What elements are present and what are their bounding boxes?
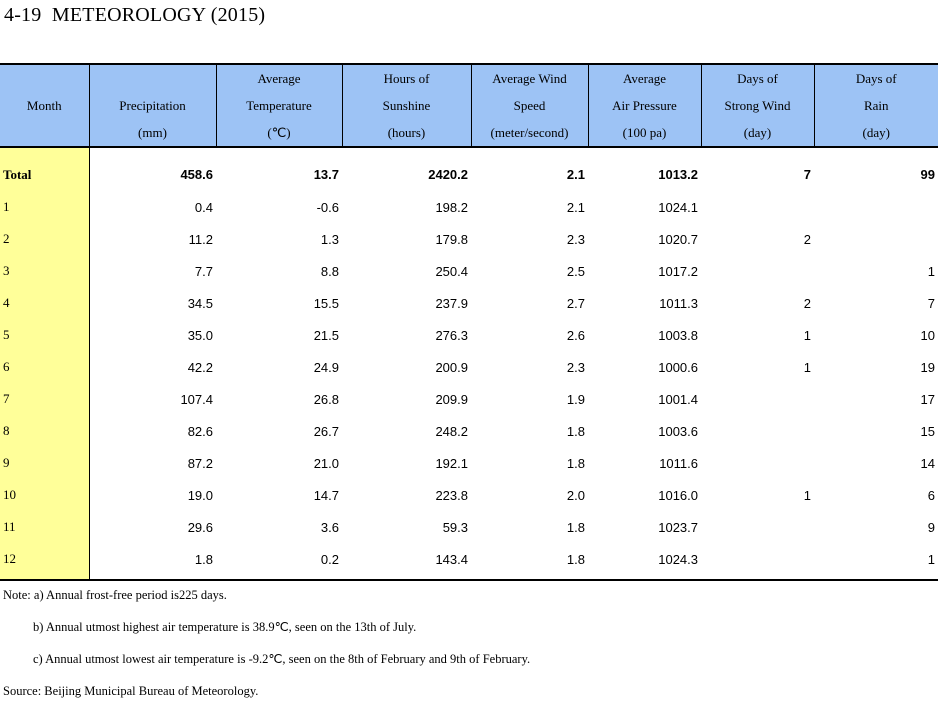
- cell-average-temperature: 24.9: [313, 359, 339, 375]
- cell-days-of-strong-wind: [701, 383, 814, 415]
- cell-average-air-pressure: 1003.6: [658, 423, 698, 439]
- table-row: [0, 223, 938, 255]
- table-row: [0, 287, 938, 319]
- cell-average-temperature: 8.8: [320, 263, 339, 279]
- cell-average-temperature: 14.7: [313, 487, 339, 503]
- cell-days-of-strong-wind: 2: [803, 231, 811, 247]
- cell-average-temperature: 3.6: [320, 519, 339, 535]
- header-row: [0, 64, 938, 147]
- header-line: (℃): [267, 125, 291, 140]
- cell-precipitation: 42.2: [187, 359, 213, 375]
- cell-average-wind-speed: 2.1: [566, 199, 585, 215]
- header-line: Speed: [513, 98, 546, 113]
- header-line: (day): [743, 125, 772, 140]
- cell-precipitation: 34.5: [187, 295, 213, 311]
- cell-hours-of-sunshine: 179.8: [435, 231, 468, 247]
- cell-hours-of-sunshine: 237.9: [435, 295, 468, 311]
- header-line: Average: [257, 71, 301, 86]
- cell-average-wind-speed: 1.9: [566, 391, 585, 407]
- cell-hours-of-sunshine: 59.3: [442, 519, 468, 535]
- header-line: (day): [862, 125, 890, 140]
- cell-average-air-pressure: 1023.7: [658, 519, 698, 535]
- cell-average-air-pressure: 1011.3: [659, 295, 698, 311]
- cell-days-of-strong-wind: [701, 511, 814, 543]
- note-a: Note: a) Annual frost-free period is225 days.: [3, 588, 227, 602]
- header-days-of-strong-wind: [701, 64, 814, 147]
- table-row: [0, 479, 938, 511]
- cell-precipitation: 7.7: [194, 263, 213, 279]
- month-cell: 9: [0, 447, 89, 479]
- cell-days-of-strong-wind: [701, 447, 814, 479]
- cell-precipitation: 1.8: [89, 543, 216, 580]
- cell-days-of-rain: 15: [920, 423, 935, 439]
- cell-average-air-pressure: 1020.7: [658, 231, 698, 247]
- cell-average-temperature: 26.7: [313, 423, 339, 439]
- header-line: Month: [26, 98, 62, 113]
- cell-average-air-pressure: 1001.4: [658, 391, 698, 407]
- cell-days-of-strong-wind: [701, 255, 814, 287]
- month-cell: 6: [0, 351, 89, 383]
- table-row: [0, 447, 938, 479]
- table-row: [0, 351, 938, 383]
- header-line: Air Pressure: [612, 98, 677, 113]
- cell-average-temperature: 26.8: [313, 391, 339, 407]
- month-cell: 8: [0, 415, 89, 447]
- cell-average-wind-speed: 2.1: [566, 167, 585, 182]
- header-line: Rain: [863, 98, 889, 113]
- page-title: [4, 4, 265, 27]
- table-row: [0, 255, 938, 287]
- cell-days-of-rain: [814, 223, 938, 255]
- cell-precipitation: 29.6: [187, 519, 213, 535]
- table-header: [0, 64, 938, 147]
- notes-section: [3, 588, 530, 716]
- cell-days-of-strong-wind: 7: [803, 167, 811, 182]
- cell-average-temperature: -0.6: [316, 199, 339, 215]
- table-row: [0, 319, 938, 351]
- meteorology-table: [0, 63, 938, 581]
- cell-hours-of-sunshine: 209.9: [435, 391, 468, 407]
- cell-average-wind-speed: 2.6: [566, 327, 585, 343]
- cell-average-air-pressure: 1011.6: [659, 455, 698, 471]
- cell-days-of-strong-wind: [701, 191, 814, 223]
- table-row: [0, 383, 938, 415]
- month-cell: 10: [0, 479, 89, 511]
- table-body: [0, 147, 938, 580]
- header-days-of-rain: [814, 64, 938, 147]
- cell-average-air-pressure: 1000.6: [658, 359, 698, 375]
- cell-days-of-rain: 7: [927, 295, 935, 311]
- header-line: Sunshine: [382, 98, 431, 113]
- cell-precipitation: 107.4: [180, 391, 213, 407]
- cell-average-wind-speed: 2.3: [566, 359, 585, 375]
- table-row: [0, 511, 938, 543]
- source-note: Source: Beijing Municipal Bureau of Meteorology.: [3, 684, 259, 698]
- header-hours-of-sunshine: [342, 64, 471, 147]
- header-precipitation: [89, 64, 216, 147]
- table-row: [0, 191, 938, 223]
- cell-days-of-rain: 1: [814, 543, 938, 580]
- cell-precipitation: 87.2: [187, 455, 213, 471]
- cell-average-temperature: 13.7: [313, 167, 339, 182]
- cell-days-of-rain: 10: [920, 327, 935, 343]
- cell-average-air-pressure: 1013.2: [658, 167, 698, 182]
- table-title-text: METEOROLOGY (2015): [51, 4, 266, 26]
- cell-average-wind-speed: 1.8: [566, 423, 585, 439]
- cell-average-air-pressure: 1017.2: [658, 263, 698, 279]
- cell-days-of-rain: [814, 191, 938, 223]
- month-cell: 7: [0, 383, 89, 415]
- cell-average-wind-speed: 1.8: [471, 543, 588, 580]
- header-line: Temperature: [246, 98, 312, 113]
- cell-days-of-strong-wind: [701, 415, 814, 447]
- cell-days-of-rain: 19: [920, 359, 935, 375]
- cell-days-of-rain: 99: [920, 167, 935, 182]
- cell-days-of-rain: 17: [920, 391, 935, 407]
- header-line: Average Wind: [492, 71, 567, 86]
- header-line: Precipitation: [119, 98, 186, 113]
- cell-hours-of-sunshine: 2420.2: [428, 167, 468, 182]
- cell-average-wind-speed: 2.7: [566, 295, 585, 311]
- month-cell: 1: [0, 191, 89, 223]
- table-row: [0, 415, 938, 447]
- cell-hours-of-sunshine: 192.1: [435, 455, 468, 471]
- cell-precipitation: 0.4: [194, 199, 213, 215]
- cell-hours-of-sunshine: 248.2: [435, 423, 468, 439]
- header-average-temperature: [216, 64, 342, 147]
- cell-average-wind-speed: 1.8: [566, 519, 585, 535]
- cell-hours-of-sunshine: 143.4: [342, 543, 471, 580]
- cell-days-of-rain: 9: [927, 519, 935, 535]
- cell-days-of-rain: 1: [927, 263, 935, 279]
- cell-average-wind-speed: 1.8: [566, 455, 585, 471]
- header-line: (mm): [138, 125, 167, 140]
- cell-hours-of-sunshine: 198.2: [435, 199, 468, 215]
- cell-days-of-strong-wind: 1: [803, 487, 811, 503]
- cell-precipitation: 82.6: [187, 423, 213, 439]
- month-cell: 12: [0, 543, 89, 580]
- cell-average-temperature: 21.0: [313, 455, 339, 471]
- month-cell: 2: [0, 223, 89, 255]
- cell-hours-of-sunshine: 250.4: [435, 263, 468, 279]
- header-line: Days of: [855, 71, 897, 86]
- cell-days-of-rain: 6: [927, 487, 935, 503]
- cell-average-temperature: 0.2: [216, 543, 342, 580]
- month-cell: Total: [0, 147, 89, 191]
- cell-average-air-pressure: 1016.0: [658, 487, 698, 503]
- month-cell: 11: [0, 511, 89, 543]
- table-row: [0, 543, 938, 580]
- cell-average-wind-speed: 2.0: [566, 487, 585, 503]
- cell-average-temperature: 15.5: [313, 295, 339, 311]
- cell-precipitation: 458.6: [180, 167, 213, 182]
- cell-days-of-strong-wind: [701, 543, 814, 580]
- cell-precipitation: 11.2: [188, 231, 213, 247]
- table-number: 4-19: [4, 4, 42, 26]
- cell-precipitation: 19.0: [187, 487, 213, 503]
- header-line: Days of: [737, 71, 778, 86]
- cell-days-of-rain: 14: [920, 455, 935, 471]
- header-line: Hours of: [383, 71, 430, 86]
- cell-days-of-strong-wind: 2: [803, 295, 811, 311]
- cell-average-air-pressure: 1024.3: [588, 543, 701, 580]
- cell-average-air-pressure: 1003.8: [658, 327, 698, 343]
- header-average-wind-speed: [471, 64, 588, 147]
- cell-average-air-pressure: 1024.1: [658, 199, 698, 215]
- header-line: (meter/second): [490, 125, 569, 140]
- month-cell: 4: [0, 287, 89, 319]
- cell-hours-of-sunshine: 276.3: [435, 327, 468, 343]
- cell-days-of-strong-wind: 1: [803, 327, 811, 343]
- header-month: [0, 64, 89, 147]
- cell-days-of-strong-wind: 1: [803, 359, 811, 375]
- cell-average-temperature: 1.3: [320, 231, 339, 247]
- cell-average-wind-speed: 2.3: [566, 231, 585, 247]
- header-line: (100 pa): [622, 125, 667, 140]
- cell-average-wind-speed: 2.5: [566, 263, 585, 279]
- note-b: b) Annual utmost highest air temperature is 38.9℃, seen on the 13th of July.: [33, 620, 417, 634]
- header-line: Average: [622, 71, 667, 86]
- header-line: Strong Wind: [724, 98, 791, 113]
- note-c: c) Annual utmost lowest air temperature is -9.2℃, seen on the 8th of February and 9th of February.: [33, 652, 531, 666]
- cell-precipitation: 35.0: [187, 327, 213, 343]
- cell-average-temperature: 21.5: [313, 327, 339, 343]
- cell-hours-of-sunshine: 223.8: [435, 487, 468, 503]
- month-cell: 5: [0, 319, 89, 351]
- cell-hours-of-sunshine: 200.9: [435, 359, 468, 375]
- header-line: (hours): [387, 125, 426, 140]
- total-row: [0, 147, 938, 191]
- month-cell: 3: [0, 255, 89, 287]
- header-average-air-pressure: [588, 64, 701, 147]
